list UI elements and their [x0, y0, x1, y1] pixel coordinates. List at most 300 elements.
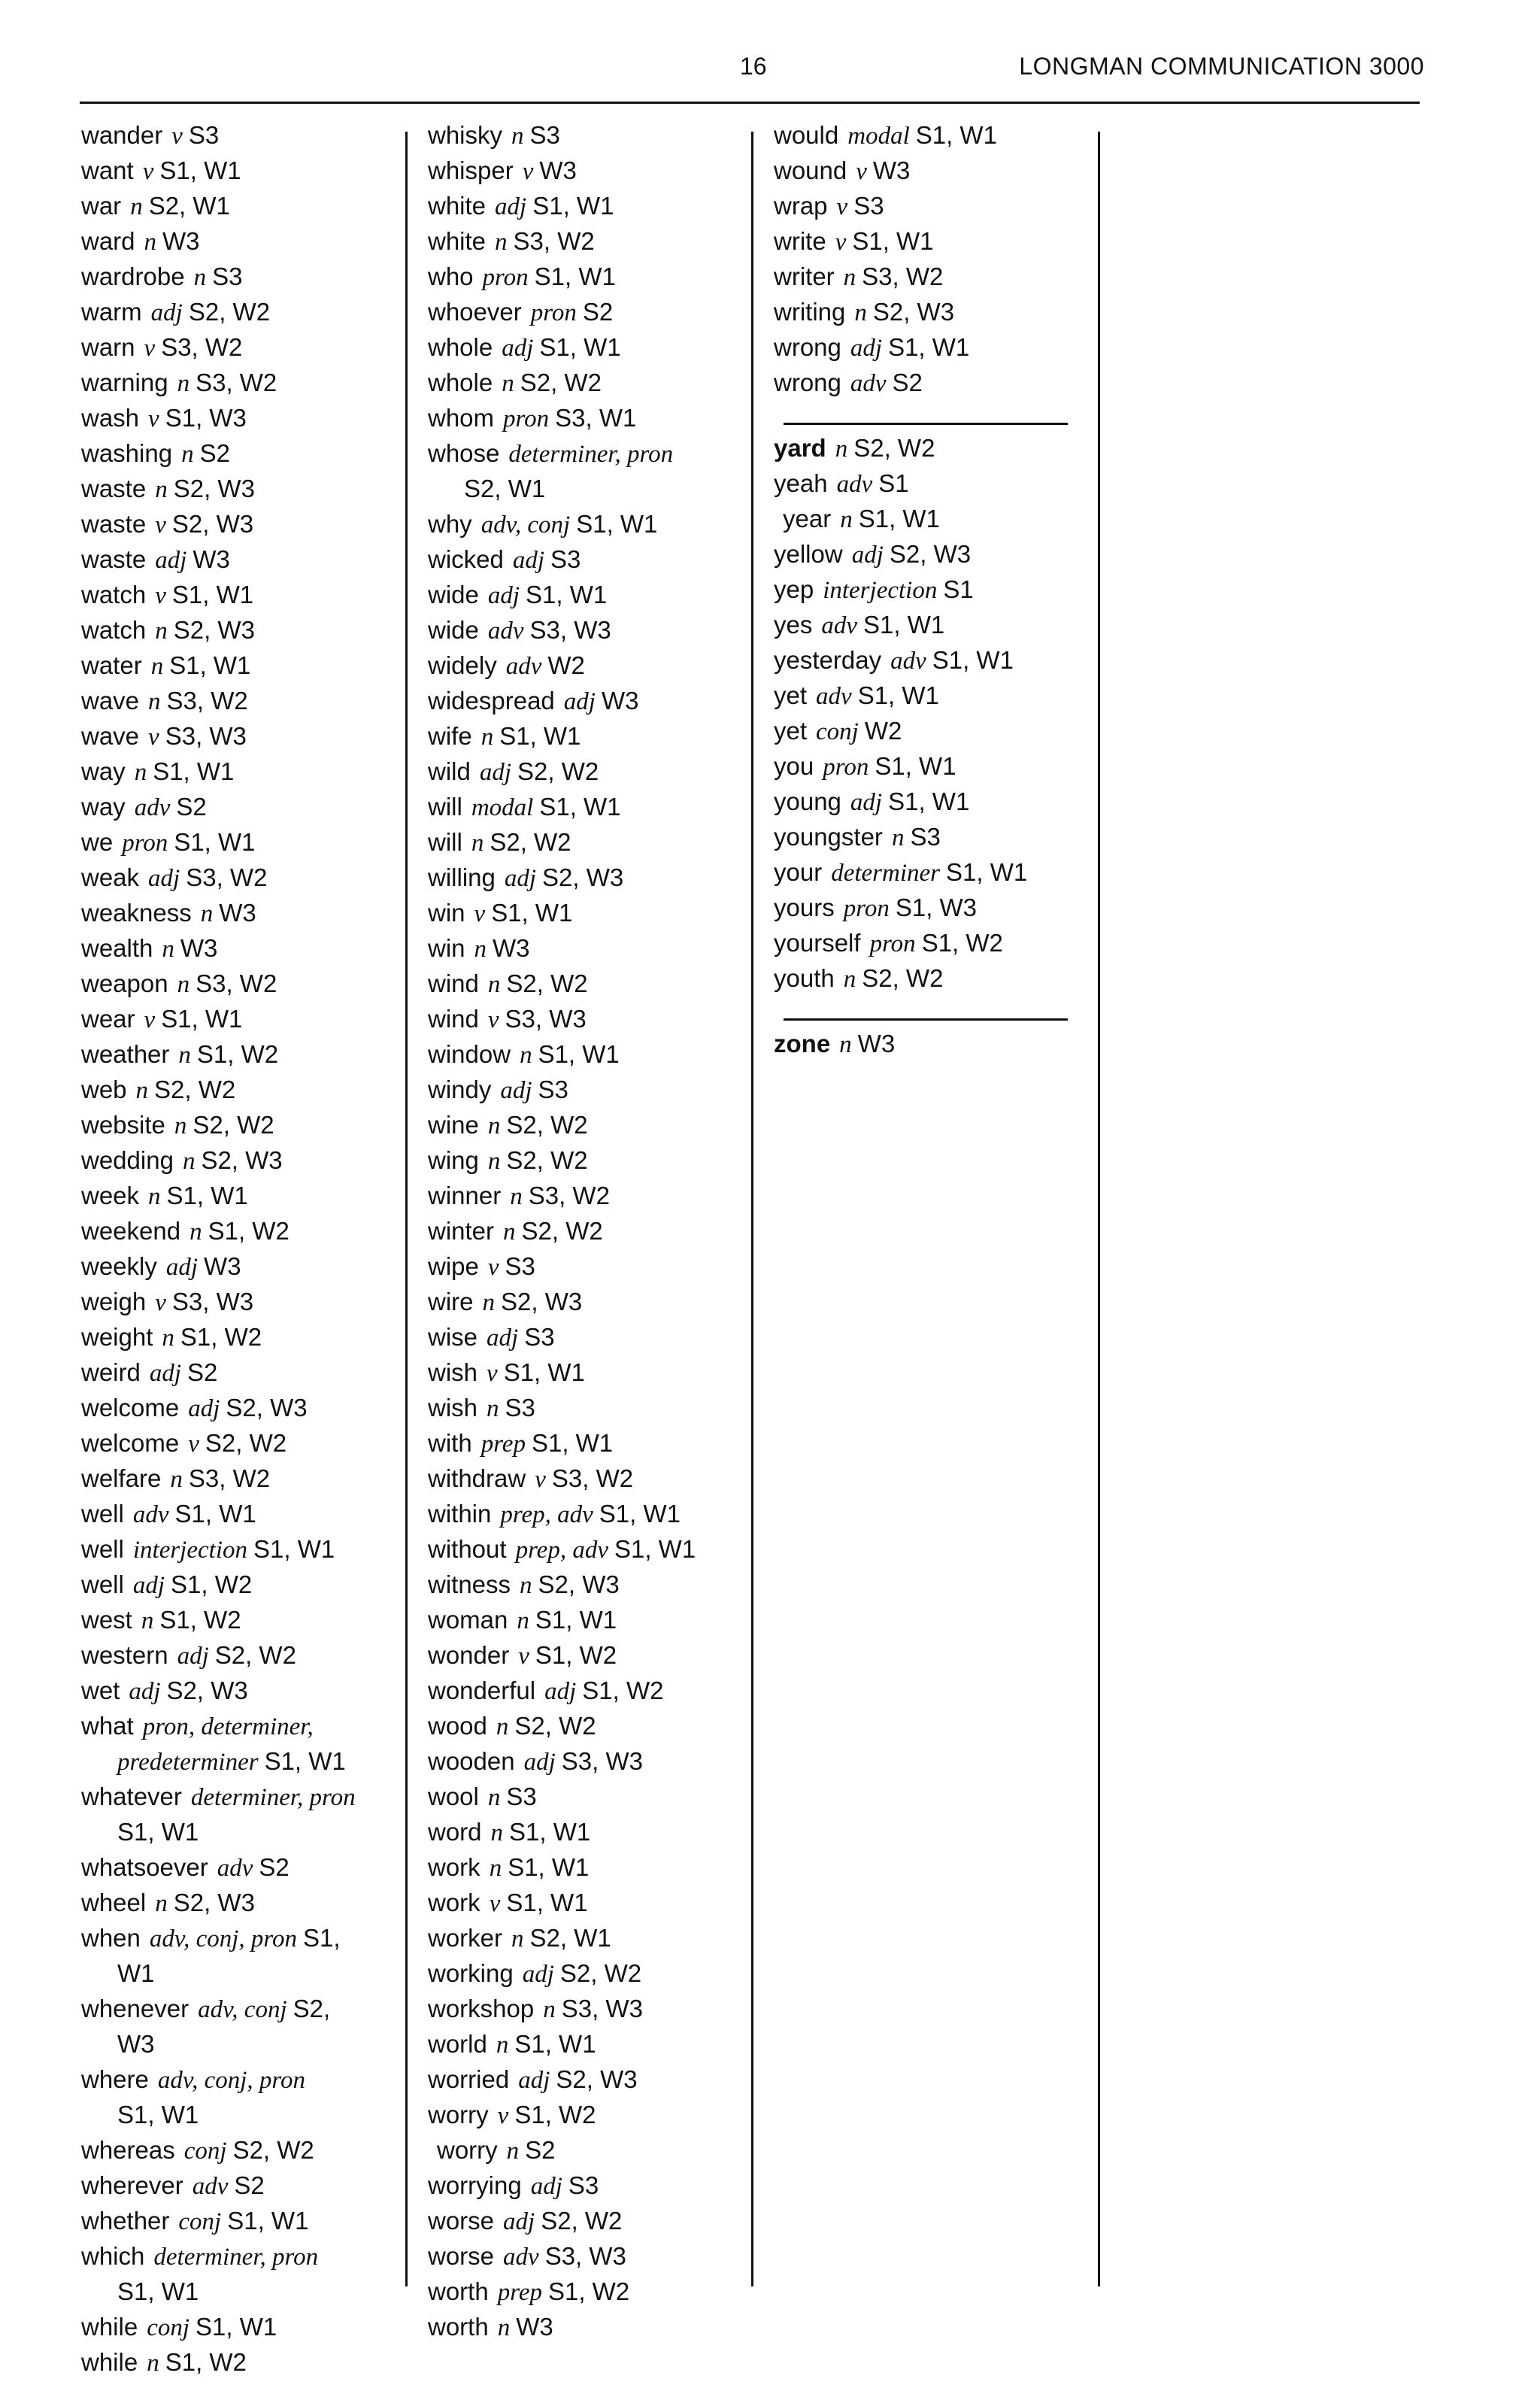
frequency-code: S2, W3	[872, 298, 955, 326]
dictionary-entry	[81, 330, 405, 366]
part-of-speech: adj	[530, 2173, 562, 2200]
dictionary-entry	[774, 537, 1097, 572]
headword: wire	[428, 1288, 474, 1315]
headword: working	[428, 1959, 514, 1987]
dictionary-entry	[428, 2204, 751, 2239]
dictionary-entry	[774, 749, 1097, 784]
dictionary-entry	[428, 118, 751, 153]
dictionary-entry	[428, 1780, 751, 1815]
frequency-code: S3, W2	[513, 227, 595, 255]
headword: wool	[428, 1783, 479, 1810]
part-of-speech: v	[487, 1360, 498, 1387]
part-of-speech: adj	[500, 1077, 532, 1104]
frequency-code: S1, W1	[915, 121, 997, 149]
frequency-code: S1, W1	[196, 2313, 277, 2341]
frequency-code: S1, W1	[117, 2277, 199, 2305]
frequency-code: S1, W2	[180, 1323, 262, 1351]
headword: whom	[428, 404, 495, 432]
frequency-code: S1, W1	[875, 752, 956, 780]
frequency-code: S1, W1	[857, 681, 939, 709]
dictionary-entry	[81, 472, 405, 507]
frequency-code: S3, W2	[196, 969, 277, 997]
part-of-speech: adj	[188, 1395, 220, 1422]
headword: welfare	[81, 1464, 162, 1492]
headword: yeah	[774, 469, 828, 497]
frequency-code: S3	[568, 2171, 599, 2199]
dictionary-entry	[81, 1886, 405, 1921]
dictionary-entry	[428, 966, 751, 1002]
dictionary-entry	[81, 436, 405, 472]
frequency-code: W3	[180, 934, 218, 962]
headword: washing	[81, 439, 173, 467]
part-of-speech: v	[856, 158, 867, 185]
frequency-code: S1, W1	[264, 1747, 346, 1775]
dictionary-entry	[428, 189, 751, 224]
headword: white	[428, 227, 487, 255]
part-of-speech: v	[487, 1254, 499, 1281]
frequency-code: S1, W1	[161, 1005, 243, 1033]
part-of-speech: n	[843, 966, 856, 993]
frequency-code: W1	[117, 1959, 155, 1987]
headword: writing	[774, 298, 846, 326]
dictionary-entry	[428, 578, 751, 613]
part-of-speech: n	[148, 688, 161, 715]
frequency-code: S2, W3	[173, 616, 255, 644]
part-of-speech: n	[474, 936, 487, 963]
part-of-speech: n	[854, 299, 867, 326]
dictionary-entry	[428, 2133, 751, 2168]
part-of-speech: v	[474, 900, 486, 927]
dictionary-entry	[428, 1921, 751, 1956]
part-of-speech: adj	[502, 335, 534, 362]
part-of-speech: adv	[505, 653, 542, 680]
headword: west	[81, 1606, 132, 1634]
headword: whoever	[428, 298, 522, 326]
headword: worry	[428, 2101, 489, 2129]
frequency-code: S1, W1	[514, 2030, 596, 2058]
dictionary-entry	[428, 1497, 751, 1532]
headword: week	[81, 1182, 140, 1209]
dictionary-entry	[428, 719, 751, 754]
dictionary-entry	[81, 825, 405, 860]
dictionary-entry	[81, 578, 405, 613]
frequency-code: S3	[538, 1076, 568, 1103]
headword: way	[81, 757, 126, 785]
part-of-speech: n	[503, 1218, 516, 1246]
part-of-speech: adj	[155, 547, 187, 574]
dictionary-entry	[81, 931, 405, 966]
dictionary-entry	[428, 1037, 751, 1073]
dictionary-entry	[81, 401, 405, 436]
part-of-speech: adv, conj, pron	[157, 2067, 306, 2094]
frequency-code: S3	[188, 121, 220, 149]
dictionary-entry	[428, 931, 751, 966]
frequency-code: S3	[853, 192, 884, 220]
headword: wipe	[428, 1252, 479, 1280]
part-of-speech: adv, conj, pron	[149, 1925, 298, 1953]
headword: win	[428, 934, 465, 962]
headword: whenever	[81, 1995, 189, 2022]
headword: worry	[437, 2136, 498, 2164]
headword: weight	[81, 1323, 153, 1351]
frequency-code: S2	[525, 2136, 556, 2164]
part-of-speech: n	[162, 1324, 174, 1352]
headword: winner	[428, 1182, 502, 1209]
dictionary-entry	[81, 2168, 405, 2204]
frequency-code: S2, W2	[232, 2136, 314, 2164]
frequency-code: S1, W1	[174, 828, 256, 856]
headword: wine	[428, 1111, 479, 1139]
headword: which	[81, 2242, 145, 2270]
headword: why	[428, 510, 472, 538]
part-of-speech: prep	[480, 1431, 526, 1458]
frequency-code: W3	[117, 2030, 155, 2058]
part-of-speech: n	[177, 971, 190, 998]
frequency-code: S1, W2	[582, 1676, 664, 1704]
headword: willing	[428, 863, 496, 891]
column-3	[774, 118, 1097, 1062]
headword: work	[428, 1853, 480, 1881]
frequency-code: S3, W3	[544, 2242, 626, 2270]
frequency-code: S1, W1	[858, 505, 940, 533]
headword: whole	[428, 369, 493, 396]
frequency-code: S2, W2	[154, 1076, 236, 1103]
part-of-speech: determiner, pron	[153, 2244, 319, 2271]
frequency-code: S2, W2	[490, 828, 571, 856]
dictionary-entry	[81, 1709, 405, 1780]
headword: wind	[428, 969, 479, 997]
frequency-code: S3	[910, 823, 941, 851]
part-of-speech: n	[147, 2350, 159, 2377]
dictionary-entry	[81, 542, 405, 578]
dictionary-entry	[81, 2062, 405, 2133]
frequency-code: S2, W3	[173, 475, 255, 502]
part-of-speech: adv, conj	[198, 1996, 287, 2023]
part-of-speech: modal	[847, 123, 910, 150]
headword: your	[774, 858, 823, 886]
frequency-code: S1, W1	[508, 1853, 590, 1881]
frequency-code: S1, W1	[532, 192, 614, 220]
headword: within	[428, 1500, 492, 1528]
part-of-speech: adj	[165, 1254, 199, 1281]
dictionary-entry	[428, 896, 751, 931]
headword: worker	[428, 1924, 503, 1952]
part-of-speech: adj	[487, 1324, 519, 1352]
part-of-speech: v	[148, 405, 159, 432]
part-of-speech: v	[835, 229, 847, 256]
frequency-code: S1, W1	[888, 787, 970, 815]
part-of-speech: pron	[843, 895, 890, 922]
frequency-code: S2, W2	[192, 1111, 274, 1139]
dictionary-entry	[81, 790, 405, 825]
dictionary-entry	[428, 1426, 751, 1461]
part-of-speech: n	[189, 1218, 202, 1246]
frequency-code: S1, W1	[506, 1889, 588, 1916]
part-of-speech: adj	[150, 299, 183, 326]
frequency-code: S1, W1	[932, 646, 1014, 674]
part-of-speech: v	[518, 1643, 529, 1670]
frequency-code: S1, W1	[852, 227, 934, 255]
frequency-code: S1, W1	[499, 722, 581, 750]
dictionary-entry	[428, 1603, 751, 1638]
dictionary-entry	[428, 2027, 751, 2062]
headword: withdraw	[428, 1464, 526, 1492]
part-of-speech: n	[135, 1077, 149, 1104]
dictionary-entry	[81, 1249, 405, 1285]
part-of-speech: n	[835, 435, 848, 463]
frequency-code: S1, W1	[538, 1040, 620, 1068]
part-of-speech: n	[520, 1042, 532, 1069]
part-of-speech: v	[142, 158, 154, 185]
part-of-speech: pron	[869, 930, 916, 957]
frequency-code: S2, W2	[214, 1641, 296, 1669]
frequency-code: W3	[162, 227, 200, 255]
headword: window	[428, 1040, 511, 1068]
part-of-speech: v	[155, 1289, 166, 1316]
part-of-speech: n	[510, 1183, 523, 1210]
headword: wave	[81, 687, 140, 715]
frequency-code: S2	[582, 298, 614, 326]
part-of-speech: v	[836, 193, 848, 220]
headword: writer	[774, 262, 835, 290]
headword: yet	[774, 681, 808, 709]
part-of-speech: v	[144, 1006, 156, 1033]
frequency-code: S3	[212, 262, 243, 290]
dictionary-entry	[428, 1956, 751, 1992]
dictionary-entry	[428, 1179, 751, 1214]
part-of-speech: pron	[530, 299, 577, 326]
headword: yellow	[774, 540, 843, 568]
frequency-code: S1, W1	[614, 1535, 696, 1563]
part-of-speech: n	[141, 1607, 154, 1634]
dictionary-entry	[774, 678, 1097, 714]
part-of-speech: n	[148, 1183, 161, 1210]
dictionary-entry	[81, 1426, 405, 1461]
headword: who	[428, 262, 474, 290]
headword: wheel	[81, 1889, 147, 1916]
frequency-code: S1, W2	[196, 1040, 279, 1068]
part-of-speech: n	[489, 1855, 502, 1882]
dictionary-entry	[428, 648, 751, 684]
part-of-speech: n	[495, 229, 508, 256]
part-of-speech: adv	[217, 1855, 253, 1882]
frequency-code: S3, W3	[171, 1288, 254, 1315]
headword: wild	[428, 757, 471, 785]
dictionary-entry	[428, 1355, 751, 1391]
dictionary-entry	[81, 1567, 405, 1603]
headword: whisky	[428, 121, 503, 149]
frequency-code: S3	[550, 545, 581, 573]
part-of-speech: adj	[512, 547, 545, 574]
part-of-speech: v	[497, 2102, 509, 2129]
headword: youngster	[774, 823, 883, 851]
part-of-speech: n	[506, 2138, 520, 2165]
part-of-speech: v	[144, 335, 156, 362]
frequency-code: S1, W1	[576, 510, 658, 538]
dictionary-entry	[428, 1673, 751, 1709]
dictionary-entry	[428, 2274, 751, 2310]
frequency-code: S3, W2	[862, 262, 944, 290]
dictionary-entry	[774, 189, 1097, 224]
frequency-code: S1, W1	[171, 581, 254, 608]
headword: whereas	[81, 2136, 175, 2164]
frequency-code: W2	[547, 651, 585, 679]
headword: while	[81, 2348, 138, 2376]
dictionary-entry	[428, 366, 751, 401]
frequency-code: S3, W2	[188, 1464, 271, 1492]
entry-continuation	[81, 1744, 405, 1780]
frequency-code: S3, W1	[555, 404, 637, 432]
dictionary-entry	[81, 1461, 405, 1497]
dictionary-entry	[81, 1391, 405, 1426]
dictionary-entry	[81, 1179, 405, 1214]
headword: whether	[81, 2207, 170, 2235]
part-of-speech: conj	[178, 2208, 222, 2235]
part-of-speech: adj	[850, 789, 883, 816]
part-of-speech: n	[155, 617, 168, 645]
part-of-speech: v	[188, 1431, 199, 1458]
headword: website	[81, 1111, 165, 1139]
frequency-code: S3, W2	[196, 369, 277, 396]
part-of-speech: prep, adv	[515, 1537, 608, 1564]
part-of-speech: n	[162, 936, 174, 963]
frequency-code: S2, W2	[506, 1146, 588, 1174]
headword: wise	[428, 1323, 478, 1351]
part-of-speech: adj	[148, 865, 180, 892]
dictionary-entry	[81, 1285, 405, 1320]
headword: wrong	[774, 333, 841, 361]
dictionary-entry	[81, 1214, 405, 1249]
dictionary-entry	[774, 891, 1097, 926]
frequency-code: S1, W1	[526, 581, 608, 608]
part-of-speech: n	[174, 1112, 187, 1139]
dictionary-entry	[81, 1921, 405, 1992]
frequency-code: S2, W3	[201, 1146, 283, 1174]
part-of-speech: n	[502, 370, 514, 397]
dictionary-entry	[428, 1709, 751, 1744]
headword: zone	[774, 1030, 831, 1057]
frequency-code: S2, W2	[517, 757, 599, 785]
part-of-speech: v	[171, 123, 183, 150]
frequency-code: S1, W1	[159, 156, 241, 184]
dictionary-entry	[428, 2062, 751, 2098]
frequency-code: S2	[234, 2171, 265, 2199]
dictionary-entry	[428, 542, 751, 578]
dictionary-entry	[81, 896, 405, 931]
headword: wardrobe	[81, 262, 185, 290]
headword: workshop	[428, 1995, 535, 2022]
frequency-code: S2	[259, 1853, 290, 1881]
part-of-speech: interjection	[132, 1537, 247, 1564]
part-of-speech: n	[144, 229, 157, 256]
running-head: LONGMAN COMMUNICATION 3000	[1019, 53, 1424, 80]
headword: whole	[428, 333, 493, 361]
part-of-speech: v	[522, 158, 534, 185]
headword: welcome	[81, 1429, 180, 1457]
dictionary-entry	[774, 572, 1097, 608]
headword: watch	[81, 581, 147, 608]
part-of-speech: pron, determiner,	[142, 1713, 314, 1740]
part-of-speech: predeterminer	[117, 1749, 259, 1776]
headword: welcome	[81, 1394, 180, 1422]
headword: woman	[428, 1606, 508, 1634]
headword: word	[428, 1818, 482, 1846]
entry-continuation	[81, 2098, 405, 2133]
dictionary-entry	[774, 502, 1097, 537]
frequency-code: S2, W2	[188, 298, 271, 326]
part-of-speech: adv, conj	[480, 511, 571, 539]
part-of-speech: n	[200, 900, 214, 927]
dictionary-entry	[428, 436, 751, 507]
frequency-code: S2, W2	[559, 1959, 642, 1987]
frequency-code: S1, W2	[208, 1217, 290, 1245]
dictionary-entry	[774, 820, 1097, 855]
headword: widely	[428, 651, 497, 679]
part-of-speech: adv	[850, 370, 887, 397]
headword: year	[783, 505, 832, 533]
dictionary-entry	[428, 1850, 751, 1886]
frequency-code: S2, W1	[464, 475, 546, 502]
headword: will	[428, 828, 462, 856]
frequency-code: S2,	[293, 1995, 331, 2022]
dictionary-entry	[428, 1992, 751, 2027]
frequency-code: W3	[601, 687, 639, 715]
headword: whose	[428, 439, 500, 467]
headword: weekend	[81, 1217, 181, 1245]
dictionary-entry	[774, 153, 1097, 189]
frequency-code: W2	[864, 717, 902, 745]
entry-continuation	[81, 2027, 405, 2062]
headword: want	[81, 156, 134, 184]
headword: watch	[81, 616, 147, 644]
dictionary-entry	[81, 2204, 405, 2239]
part-of-speech: determiner, pron	[508, 441, 674, 468]
frequency-code: S2, W2	[520, 369, 602, 396]
headword: waste	[81, 475, 147, 502]
headword: wrap	[774, 192, 828, 220]
part-of-speech: conj	[147, 2314, 190, 2341]
dictionary-entry	[428, 2168, 751, 2204]
headword: we	[81, 828, 114, 856]
dictionary-entry	[81, 1355, 405, 1391]
headword: whatever	[81, 1783, 182, 1810]
part-of-speech: adv	[134, 794, 171, 821]
headword: winter	[428, 1217, 495, 1245]
part-of-speech: n	[482, 1289, 496, 1316]
dictionary-entry	[428, 1143, 751, 1179]
headword: yesterday	[774, 646, 882, 674]
frequency-code: S1, W1	[117, 1818, 199, 1846]
part-of-speech: n	[496, 2031, 509, 2059]
part-of-speech: adv	[487, 617, 524, 645]
headword: waste	[81, 545, 147, 573]
frequency-code: S1, W2	[165, 2348, 247, 2376]
frequency-code: S2, W2	[506, 1111, 588, 1139]
headword: worried	[428, 2065, 510, 2093]
dictionary-entry	[81, 613, 405, 648]
frequency-code: S1, W1	[599, 1500, 681, 1528]
frequency-code: S3, W3	[561, 1995, 643, 2022]
headword: what	[81, 1712, 134, 1740]
headword: young	[774, 787, 841, 815]
dictionary-entry	[81, 1532, 405, 1567]
part-of-speech: adj	[851, 542, 884, 569]
frequency-code: S1, W1	[535, 1606, 617, 1634]
headword: would	[774, 121, 839, 149]
frequency-code: S3, W3	[505, 1005, 587, 1033]
part-of-speech: modal	[471, 794, 534, 821]
part-of-speech: n	[182, 1148, 196, 1175]
